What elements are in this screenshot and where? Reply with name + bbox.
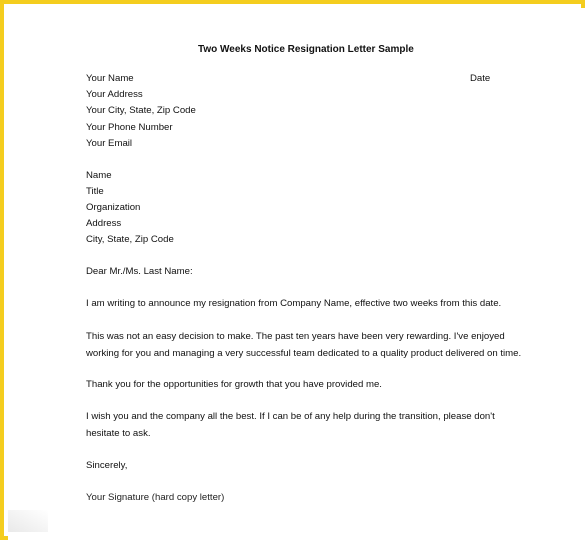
recipient-organization: Organization [86, 202, 141, 213]
sender-name: Your Name [86, 73, 134, 84]
paragraph-4-line-1: I wish you and the company all the best. If I can be of any help during the transition, please don't [86, 411, 495, 422]
document-title: Two Weeks Notice Resignation Letter Sample [198, 44, 414, 55]
paragraph-1-line-1: I am writing to announce my resignation from Company Name, effective two weeks from this date. [86, 298, 502, 309]
closing: Sincerely, [86, 460, 128, 471]
recipient-name: Name [86, 170, 112, 181]
paragraph-2-line-1: This was not an easy decision to make. The past ten years have been very rewarding. I've enjoyed [86, 331, 505, 342]
sender-city: Your City, State, Zip Code [86, 105, 196, 116]
recipient-title: Title [86, 186, 104, 197]
sender-email: Your Email [86, 138, 133, 149]
sender-phone: Your Phone Number [86, 122, 173, 133]
salutation: Dear Mr./Ms. Last Name: [86, 266, 193, 277]
signature-line: Your Signature (hard copy letter) [86, 492, 225, 503]
paragraph-2-line-2: working for you and managing a very successful team dedicated to a quality product delivered on time. [86, 348, 522, 359]
letter-page [8, 8, 585, 540]
date-label: Date [470, 73, 491, 84]
page-corner-shading [8, 510, 48, 532]
recipient-city: City, State, Zip Code [86, 234, 174, 245]
paragraph-4-line-2: hesitate to ask. [86, 428, 151, 439]
paragraph-3-line-1: Thank you for the opportunities for growth that you have provided me. [86, 379, 382, 390]
recipient-address: Address [86, 218, 122, 229]
sender-address: Your Address [86, 89, 143, 100]
